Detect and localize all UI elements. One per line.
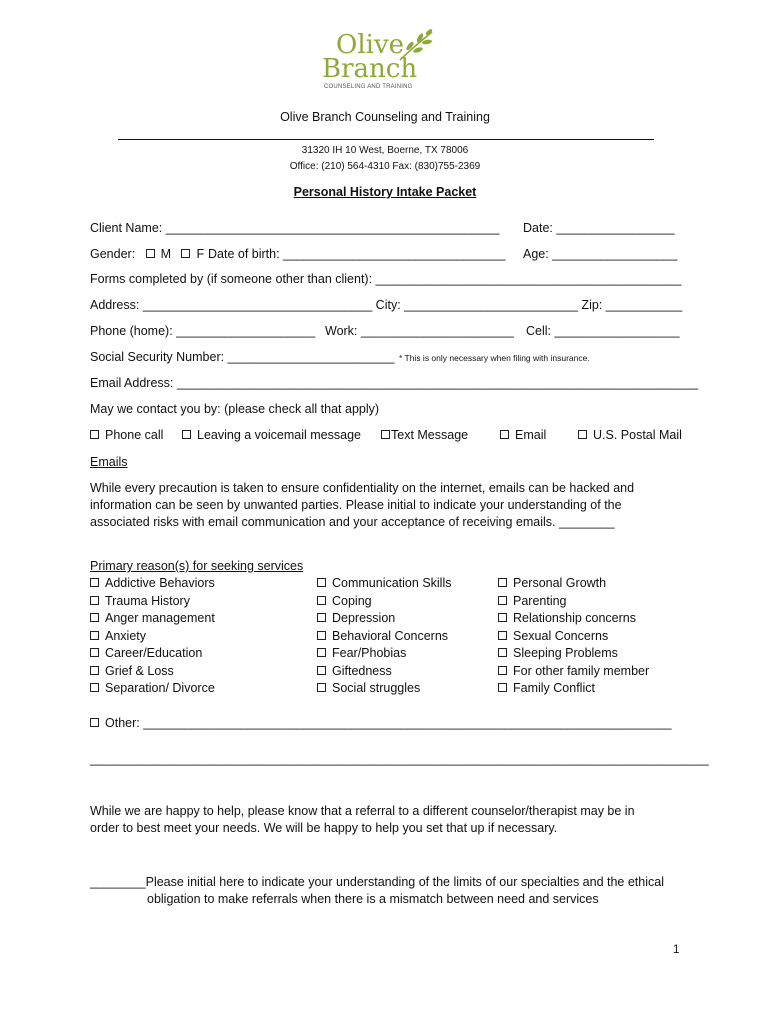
ssn-note: * This is only necessary when filing with insurance. — [399, 353, 590, 363]
cell-phone-field[interactable]: Cell: __________________ — [526, 324, 680, 338]
checkbox[interactable] — [317, 631, 326, 640]
emails-heading: Emails — [90, 455, 128, 469]
client-name-field[interactable]: Client Name: ________________________________________________ — [90, 221, 500, 235]
email-field[interactable]: Email Address: ___________________________________________________________________________ — [90, 376, 699, 390]
gender-row — [90, 247, 204, 261]
checkbox[interactable] — [381, 430, 390, 439]
checkbox[interactable] — [182, 430, 191, 439]
reason-item[interactable]: Communication Skills — [317, 576, 451, 594]
checkbox[interactable] — [90, 596, 99, 605]
checkbox[interactable] — [317, 613, 326, 622]
phone-home-field[interactable]: Phone (home): ____________________ — [90, 324, 316, 338]
reasons-column-3 — [498, 576, 649, 699]
org-address: 31320 IH 10 West, Boerne, TX 78006 — [301, 145, 469, 156]
contact-option-text[interactable]: Text Message — [381, 428, 468, 442]
other-reason-field[interactable]: Other: ____________________________________________________________________________ — [90, 716, 672, 730]
reasons-heading: Primary reason(s) for seeking services — [90, 559, 304, 573]
initial-note-line2: obligation to make referrals when there is a mismatch between need and services — [147, 892, 599, 906]
logo-line2: Branch — [322, 54, 418, 84]
reason-item[interactable]: Social struggles — [317, 681, 451, 699]
reason-item[interactable]: Family Conflict — [498, 681, 649, 699]
checkbox[interactable] — [90, 718, 99, 727]
reason-item[interactable]: Addictive Behaviors — [90, 576, 215, 594]
reason-item[interactable]: Sexual Concerns — [498, 629, 649, 647]
gender-m-checkbox[interactable] — [146, 249, 155, 258]
reason-item[interactable]: Trauma History — [90, 594, 215, 612]
checkbox[interactable] — [578, 430, 587, 439]
checkbox[interactable] — [498, 613, 507, 622]
checkbox[interactable] — [90, 666, 99, 675]
ssn-field[interactable]: Social Security Number: ________________________ — [90, 350, 395, 364]
emails-text-line2: information can be seen by unwanted parties. Please initial to indicate your understanding of the — [90, 498, 622, 512]
org-contact: Office: (210) 564-4310 Fax: (830)755-2369 — [289, 161, 481, 172]
reason-item[interactable]: Anger management — [90, 611, 215, 629]
emails-text-line1: While every precaution is taken to ensure confidentiality on the internet, emails can be hacked and — [90, 481, 635, 495]
checkbox[interactable] — [498, 631, 507, 640]
checkbox[interactable] — [498, 666, 507, 675]
checkbox[interactable] — [317, 683, 326, 692]
other-reason-line2[interactable]: _________________________________________________________________________________________ — [90, 752, 709, 766]
reasons-column-2 — [317, 576, 451, 699]
checkbox[interactable] — [498, 578, 507, 587]
page-number: 1 — [673, 944, 680, 956]
checkbox[interactable] — [90, 430, 99, 439]
reasons-column-1 — [90, 576, 215, 699]
reason-item[interactable]: For other family member — [498, 664, 649, 682]
reason-item[interactable]: Grief & Loss — [90, 664, 215, 682]
reason-item[interactable]: Parenting — [498, 594, 649, 612]
gender-m-label: M — [160, 247, 172, 261]
reason-item[interactable]: Giftedness — [317, 664, 451, 682]
checkbox[interactable] — [498, 683, 507, 692]
reason-item[interactable]: Depression — [317, 611, 451, 629]
contact-prompt: May we contact you by: (please check all that apply) — [90, 402, 380, 416]
checkbox[interactable] — [90, 683, 99, 692]
checkbox[interactable] — [317, 666, 326, 675]
address-field[interactable]: Address: _________________________________ City: _________________________ Zip: ___________ — [90, 298, 683, 312]
checkbox[interactable] — [498, 648, 507, 657]
reason-item[interactable]: Behavioral Concerns — [317, 629, 451, 647]
forms-completed-field[interactable]: Forms completed by (if someone other than client): ____________________________________________ — [90, 272, 682, 286]
gender-f-checkbox[interactable] — [181, 249, 190, 258]
logo-tagline: COUNSELING AND TRAINING — [324, 84, 413, 90]
contact-option-mail[interactable]: U.S. Postal Mail — [578, 428, 682, 442]
header-divider — [118, 139, 654, 140]
gender-f-label: F — [196, 247, 205, 261]
date-field[interactable]: Date: _________________ — [523, 221, 675, 235]
gender-label: Gender: — [90, 247, 136, 261]
checkbox[interactable] — [317, 648, 326, 657]
emails-initial-field[interactable]: associated risks with email communication and your acceptance of receiving emails. ________ — [90, 515, 615, 529]
logo-line1: Olive — [336, 30, 405, 60]
checkbox[interactable] — [90, 578, 99, 587]
org-name: Olive Branch Counseling and Training — [280, 110, 490, 124]
reason-item[interactable]: Coping — [317, 594, 451, 612]
reason-item[interactable]: Career/Education — [90, 646, 215, 664]
age-field[interactable]: Age: __________________ — [523, 247, 678, 261]
work-phone-field[interactable]: Work: ______________________ — [325, 324, 514, 338]
page-title: Personal History Intake Packet — [293, 185, 477, 199]
checkbox[interactable] — [498, 596, 507, 605]
checkbox[interactable] — [90, 613, 99, 622]
olive-branch-logo — [318, 26, 448, 96]
reason-item[interactable]: Relationship concerns — [498, 611, 649, 629]
dob-field[interactable]: Date of birth: ________________________________ — [208, 247, 506, 261]
reason-item[interactable]: Separation/ Divorce — [90, 681, 215, 699]
checkbox[interactable] — [90, 648, 99, 657]
reason-item[interactable]: Anxiety — [90, 629, 215, 647]
checkbox[interactable] — [90, 631, 99, 640]
reason-item[interactable]: Personal Growth — [498, 576, 649, 594]
contact-option-voicemail[interactable]: Leaving a voicemail message — [182, 428, 361, 442]
checkbox[interactable] — [317, 578, 326, 587]
checkbox[interactable] — [500, 430, 509, 439]
referral-line1: While we are happy to help, please know that a referral to a different counselor/therapist may be in — [90, 804, 635, 818]
contact-option-email[interactable]: Email — [500, 428, 546, 442]
checkbox[interactable] — [317, 596, 326, 605]
contact-option-phone[interactable]: Phone call — [90, 428, 163, 442]
referral-line2: order to best meet your needs. We will be happy to help you set that up if necessary. — [90, 821, 558, 835]
reason-item[interactable]: Fear/Phobias — [317, 646, 451, 664]
initial-note-line1[interactable]: ________Please initial here to indicate your understanding of the limits of our specialties and the ethical — [90, 875, 664, 889]
reason-item[interactable]: Sleeping Problems — [498, 646, 649, 664]
